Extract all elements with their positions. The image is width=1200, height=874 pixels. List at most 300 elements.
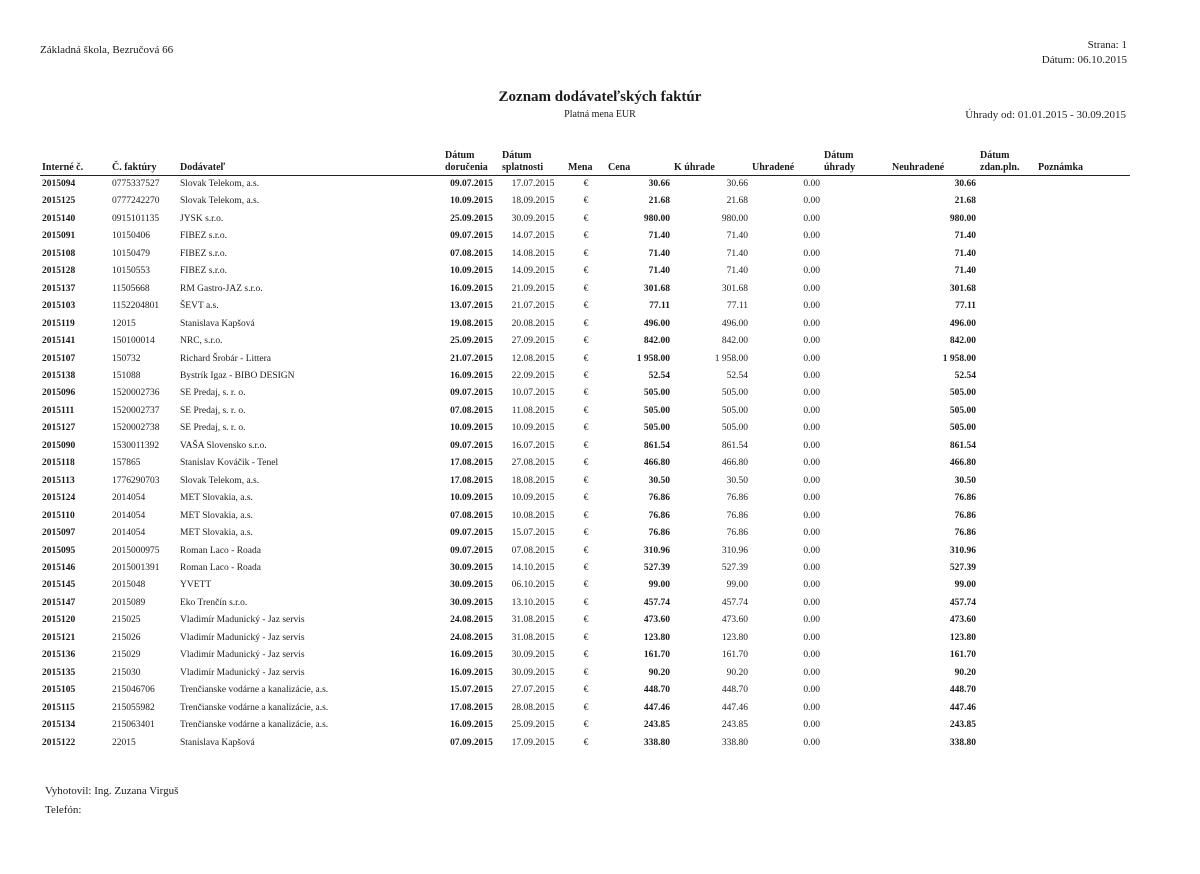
internal-number: 2015138 xyxy=(42,370,76,381)
price: 21.68 xyxy=(648,196,670,207)
note xyxy=(1036,228,1130,245)
delivery-date: 07.08.2015 xyxy=(450,405,493,416)
supplier-name: Slovak Telekom, a.s. xyxy=(180,475,260,486)
col-delivery-date-line2: doručenia xyxy=(445,162,488,173)
amount-unpaid: 447.46 xyxy=(949,702,976,713)
amount-unpaid: 99.00 xyxy=(954,580,976,591)
report-date: Dátum: 06.10.2015 xyxy=(1041,54,1127,66)
page-number: Strana: 1 xyxy=(1087,39,1127,51)
delivery-date: 30.09.2015 xyxy=(450,580,493,591)
internal-number: 2015107 xyxy=(42,353,76,364)
delivery-date: 19.08.2015 xyxy=(450,318,493,329)
due-date: 10.09.2015 xyxy=(511,423,555,434)
table-row xyxy=(40,351,1130,368)
amount-to-pay: 71.40 xyxy=(726,266,748,277)
amount-to-pay: 448.70 xyxy=(721,685,748,696)
note xyxy=(1036,211,1130,228)
tax-date xyxy=(978,735,1036,752)
currency: € xyxy=(583,336,589,347)
delivery-date: 24.08.2015 xyxy=(450,632,493,643)
note xyxy=(1036,665,1130,682)
amount-unpaid: 505.00 xyxy=(949,423,976,434)
internal-number: 2015096 xyxy=(42,388,76,399)
due-date: 17.07.2015 xyxy=(511,179,555,189)
amount-to-pay: 76.86 xyxy=(726,528,748,539)
amount-to-pay: 842.00 xyxy=(721,336,748,347)
currency: € xyxy=(583,597,589,608)
currency: € xyxy=(583,720,589,731)
currency: € xyxy=(583,231,589,242)
table-row xyxy=(40,508,1130,525)
col-to-pay: K úhrade xyxy=(672,150,750,176)
paid-date xyxy=(822,176,890,194)
table-row xyxy=(40,560,1130,577)
currency: € xyxy=(583,632,589,643)
invoice-number: 2015000975 xyxy=(112,545,160,556)
amount-to-pay: 457.74 xyxy=(721,597,748,608)
tax-date xyxy=(978,263,1036,280)
amount-paid: 0.00 xyxy=(803,423,820,434)
due-date: 11.08.2015 xyxy=(511,405,555,416)
paid-date xyxy=(822,508,890,525)
paid-date xyxy=(822,263,890,280)
delivery-date: 10.09.2015 xyxy=(450,423,493,434)
amount-paid: 0.00 xyxy=(803,388,820,399)
tax-date xyxy=(978,368,1036,385)
amount-paid: 0.00 xyxy=(803,231,820,242)
note xyxy=(1036,316,1130,333)
table-row xyxy=(40,455,1130,472)
amount-paid: 0.00 xyxy=(803,213,820,224)
tax-date xyxy=(978,525,1036,542)
supplier-name: Stanislava Kapšová xyxy=(180,737,255,748)
due-date: 06.10.2015 xyxy=(511,580,555,591)
internal-number: 2015135 xyxy=(42,667,76,678)
price: 30.66 xyxy=(648,179,670,189)
tax-date xyxy=(978,351,1036,368)
amount-to-pay: 447.46 xyxy=(721,702,748,713)
invoice-number: 215046706 xyxy=(112,685,155,696)
paid-date xyxy=(822,298,890,315)
currency: € xyxy=(583,528,589,539)
paid-date xyxy=(822,385,890,402)
internal-number: 2015125 xyxy=(42,196,76,207)
amount-to-pay: 71.40 xyxy=(726,231,748,242)
col-paid-date-line2: úhrady xyxy=(824,162,856,173)
amount-unpaid: 71.40 xyxy=(954,248,976,259)
table-row xyxy=(40,700,1130,717)
internal-number: 2015110 xyxy=(42,510,75,521)
internal-number: 2015120 xyxy=(42,615,76,626)
price: 76.86 xyxy=(648,510,670,521)
paid-date xyxy=(822,455,890,472)
currency: € xyxy=(583,580,589,591)
due-date: 31.08.2015 xyxy=(511,615,555,626)
tax-date xyxy=(978,176,1036,194)
internal-number: 2015145 xyxy=(42,580,76,591)
amount-unpaid: 301.68 xyxy=(949,283,976,294)
paid-date xyxy=(822,438,890,455)
delivery-date: 10.09.2015 xyxy=(450,493,493,504)
amount-unpaid: 473.60 xyxy=(949,615,976,626)
col-tax-date xyxy=(978,150,1036,176)
amount-paid: 0.00 xyxy=(803,301,820,312)
tax-date xyxy=(978,717,1036,734)
due-date: 28.08.2015 xyxy=(511,702,555,713)
currency: € xyxy=(583,423,589,434)
amount-unpaid: 310.96 xyxy=(949,545,976,556)
tax-date xyxy=(978,577,1036,594)
amount-paid: 0.00 xyxy=(803,650,820,661)
note xyxy=(1036,281,1130,298)
col-due-date xyxy=(500,150,566,176)
amount-paid: 0.00 xyxy=(803,493,820,504)
table-row xyxy=(40,176,1130,194)
tax-date xyxy=(978,647,1036,664)
delivery-date: 15.07.2015 xyxy=(450,685,493,696)
due-date: 14.08.2015 xyxy=(511,248,555,259)
price: 473.60 xyxy=(643,615,670,626)
supplier-name: Slovak Telekom, a.s. xyxy=(180,196,260,207)
paid-date xyxy=(822,717,890,734)
amount-to-pay: 71.40 xyxy=(726,248,748,259)
amount-paid: 0.00 xyxy=(803,702,820,713)
supplier-name: Roman Laco - Roada xyxy=(180,562,261,573)
supplier-name: Vladimír Madunický - Jaz servis xyxy=(180,650,305,661)
invoice-number: 150732 xyxy=(112,353,141,364)
amount-to-pay: 90.20 xyxy=(726,667,748,678)
amount-to-pay: 21.68 xyxy=(726,196,748,207)
page-info xyxy=(1042,38,1127,68)
amount-unpaid: 21.68 xyxy=(954,196,976,207)
tax-date xyxy=(978,490,1036,507)
invoice-number: 22015 xyxy=(112,737,136,748)
supplier-name: Eko Trenčín s.r.o. xyxy=(180,597,248,608)
supplier-name: Richard Šrobár - Littera xyxy=(180,353,272,364)
amount-paid: 0.00 xyxy=(803,580,820,591)
note xyxy=(1036,246,1130,263)
paid-date xyxy=(822,647,890,664)
paid-date xyxy=(822,612,890,629)
internal-number: 2015122 xyxy=(42,737,76,748)
price: 527.39 xyxy=(643,562,670,573)
invoice-number: 11505668 xyxy=(112,283,150,294)
amount-to-pay: 473.60 xyxy=(721,615,748,626)
amount-to-pay: 980.00 xyxy=(721,213,748,224)
internal-number: 2015137 xyxy=(42,283,76,294)
paid-date xyxy=(822,351,890,368)
amount-to-pay: 76.86 xyxy=(726,493,748,504)
invoice-number: 2015048 xyxy=(112,580,146,591)
delivery-date: 10.09.2015 xyxy=(450,266,493,277)
due-date: 12.08.2015 xyxy=(511,353,555,364)
paid-date xyxy=(822,368,890,385)
currency: € xyxy=(583,650,589,661)
due-date: 07.08.2015 xyxy=(511,545,555,556)
supplier-name: MET Slovakia, a.s. xyxy=(180,528,253,539)
tax-date xyxy=(978,665,1036,682)
amount-unpaid: 505.00 xyxy=(949,388,976,399)
delivery-date: 07.08.2015 xyxy=(450,248,493,259)
supplier-name: MET Slovakia, a.s. xyxy=(180,493,253,504)
internal-number: 2015147 xyxy=(42,597,76,608)
paid-date xyxy=(822,630,890,647)
price: 77.11 xyxy=(649,301,670,312)
col-tax-date-line2: zdan.pln. xyxy=(980,162,1020,173)
col-invoice: Č. faktúry xyxy=(110,150,178,176)
currency: € xyxy=(583,667,589,678)
invoice-number: 215026 xyxy=(112,632,141,643)
paid-date xyxy=(822,525,890,542)
supplier-name: FIBEZ s.r.o. xyxy=(180,231,227,242)
amount-paid: 0.00 xyxy=(803,667,820,678)
internal-number: 2015141 xyxy=(42,336,76,347)
invoice-number: 10150479 xyxy=(112,248,150,259)
price: 457.74 xyxy=(643,597,670,608)
supplier-name: FIBEZ s.r.o. xyxy=(180,266,227,277)
internal-number: 2015119 xyxy=(42,318,75,329)
note xyxy=(1036,298,1130,315)
internal-number: 2015136 xyxy=(42,650,76,661)
note xyxy=(1036,193,1130,210)
currency: € xyxy=(583,737,589,748)
delivery-date: 21.07.2015 xyxy=(450,353,493,364)
col-unpaid: Neuhradené xyxy=(890,150,978,176)
amount-unpaid: 71.40 xyxy=(954,266,976,277)
delivery-date: 25.09.2015 xyxy=(450,213,493,224)
price: 861.54 xyxy=(643,440,670,451)
amount-to-pay: 52.54 xyxy=(726,370,748,381)
internal-number: 2015090 xyxy=(42,440,76,451)
amount-paid: 0.00 xyxy=(803,370,820,381)
price: 842.00 xyxy=(643,336,670,347)
note xyxy=(1036,455,1130,472)
amount-unpaid: 466.80 xyxy=(949,458,976,469)
supplier-name: MET Slovakia, a.s. xyxy=(180,510,253,521)
invoice-number: 215055982 xyxy=(112,702,155,713)
currency: € xyxy=(583,283,589,294)
invoice-number: 150100014 xyxy=(112,336,155,347)
table-row xyxy=(40,595,1130,612)
col-paid-date xyxy=(822,150,890,176)
note xyxy=(1036,543,1130,560)
delivery-date: 09.07.2015 xyxy=(450,545,493,556)
amount-paid: 0.00 xyxy=(803,179,820,189)
delivery-date: 07.08.2015 xyxy=(450,510,493,521)
note xyxy=(1036,351,1130,368)
internal-number: 2015134 xyxy=(42,720,76,731)
paid-date xyxy=(822,246,890,263)
invoice-number: 215030 xyxy=(112,667,141,678)
amount-unpaid: 71.40 xyxy=(954,231,976,242)
col-note: Poznámka xyxy=(1036,150,1130,176)
amount-unpaid: 76.86 xyxy=(954,510,976,521)
table-header-row xyxy=(40,150,1130,176)
price: 30.50 xyxy=(648,475,670,486)
table-row xyxy=(40,281,1130,298)
invoice-number: 215025 xyxy=(112,615,141,626)
invoice-table xyxy=(40,150,1130,752)
amount-paid: 0.00 xyxy=(803,405,820,416)
currency: € xyxy=(583,248,589,259)
price: 338.80 xyxy=(643,737,670,748)
amount-to-pay: 310.96 xyxy=(721,545,748,556)
col-paid: Uhradené xyxy=(750,150,822,176)
tax-date xyxy=(978,281,1036,298)
amount-paid: 0.00 xyxy=(803,440,820,451)
paid-date xyxy=(822,735,890,752)
amount-unpaid: 496.00 xyxy=(949,318,976,329)
internal-number: 2015103 xyxy=(42,301,76,312)
table-row xyxy=(40,316,1130,333)
due-date: 17.09.2015 xyxy=(511,737,555,748)
amount-unpaid: 90.20 xyxy=(954,667,976,678)
table-row xyxy=(40,403,1130,420)
amount-paid: 0.00 xyxy=(803,562,820,573)
supplier-name: Vladimír Madunický - Jaz servis xyxy=(180,615,305,626)
currency: € xyxy=(583,301,589,312)
currency: € xyxy=(583,545,589,556)
note xyxy=(1036,612,1130,629)
table-row xyxy=(40,438,1130,455)
price: 466.80 xyxy=(643,458,670,469)
delivery-date: 09.07.2015 xyxy=(450,179,493,189)
paid-date xyxy=(822,560,890,577)
note xyxy=(1036,385,1130,402)
price: 505.00 xyxy=(643,423,670,434)
amount-paid: 0.00 xyxy=(803,615,820,626)
tax-date xyxy=(978,228,1036,245)
price: 980.00 xyxy=(643,213,670,224)
prepared-by: Vyhotovil: Ing. Zuzana Virguš xyxy=(45,785,179,797)
amount-to-pay: 505.00 xyxy=(721,423,748,434)
paid-date xyxy=(822,420,890,437)
tax-date xyxy=(978,700,1036,717)
amount-unpaid: 243.85 xyxy=(949,720,976,731)
internal-number: 2015094 xyxy=(42,179,76,189)
amount-to-pay: 505.00 xyxy=(721,388,748,399)
amount-paid: 0.00 xyxy=(803,266,820,277)
tax-date xyxy=(978,682,1036,699)
invoice-number: 151088 xyxy=(112,370,141,381)
internal-number: 2015146 xyxy=(42,562,76,573)
delivery-date: 09.07.2015 xyxy=(450,231,493,242)
delivery-date: 24.08.2015 xyxy=(450,615,493,626)
price: 71.40 xyxy=(648,266,670,277)
supplier-name: Trenčianske vodárne a kanalizácie, a.s. xyxy=(180,702,329,713)
amount-paid: 0.00 xyxy=(803,475,820,486)
amount-to-pay: 243.85 xyxy=(721,720,748,731)
currency: € xyxy=(583,318,589,329)
internal-number: 2015140 xyxy=(42,213,76,224)
price: 161.70 xyxy=(643,650,670,661)
invoice-number: 1520002736 xyxy=(112,388,160,399)
due-date: 13.10.2015 xyxy=(511,597,555,608)
tax-date xyxy=(978,246,1036,263)
internal-number: 2015091 xyxy=(42,231,76,242)
internal-number: 2015124 xyxy=(42,493,76,504)
delivery-date: 16.09.2015 xyxy=(450,370,493,381)
supplier-name: SE Predaj, s. r. o. xyxy=(180,423,246,434)
note xyxy=(1036,420,1130,437)
paid-date xyxy=(822,281,890,298)
internal-number: 2015113 xyxy=(42,475,75,486)
table-row xyxy=(40,665,1130,682)
note xyxy=(1036,333,1130,350)
price: 448.70 xyxy=(643,685,670,696)
table-row xyxy=(40,246,1130,263)
price: 71.40 xyxy=(648,248,670,259)
paid-date xyxy=(822,228,890,245)
table-row xyxy=(40,263,1130,280)
amount-paid: 0.00 xyxy=(803,528,820,539)
invoice-number: 1520002737 xyxy=(112,405,160,416)
note xyxy=(1036,647,1130,664)
delivery-date: 16.09.2015 xyxy=(450,720,493,731)
tax-date xyxy=(978,211,1036,228)
amount-to-pay: 76.86 xyxy=(726,510,748,521)
note xyxy=(1036,682,1130,699)
invoice-number: 2014054 xyxy=(112,510,146,521)
currency: € xyxy=(583,685,589,696)
table-row xyxy=(40,735,1130,752)
col-supplier: Dodávateľ xyxy=(178,150,443,176)
invoice-number: 1152204801 xyxy=(112,301,160,312)
currency: € xyxy=(583,370,589,381)
amount-paid: 0.00 xyxy=(803,685,820,696)
due-date: 27.08.2015 xyxy=(511,458,555,469)
amount-unpaid: 77.11 xyxy=(955,301,976,312)
invoice-number: 0775337527 xyxy=(112,179,160,189)
supplier-name: SE Predaj, s. r. o. xyxy=(180,405,246,416)
table-row xyxy=(40,647,1130,664)
invoice-number: 215063401 xyxy=(112,720,155,731)
tax-date xyxy=(978,438,1036,455)
amount-to-pay: 301.68 xyxy=(721,283,748,294)
invoice-number: 1530011392 xyxy=(112,440,160,451)
paid-date xyxy=(822,316,890,333)
note xyxy=(1036,368,1130,385)
delivery-date: 10.09.2015 xyxy=(450,196,493,207)
amount-unpaid: 161.70 xyxy=(949,650,976,661)
internal-number: 2015108 xyxy=(42,248,76,259)
currency: € xyxy=(583,440,589,451)
amount-unpaid: 861.54 xyxy=(949,440,976,451)
due-date: 10.09.2015 xyxy=(511,493,555,504)
note xyxy=(1036,176,1130,194)
amount-to-pay: 496.00 xyxy=(721,318,748,329)
table-row xyxy=(40,228,1130,245)
tax-date xyxy=(978,612,1036,629)
paid-date xyxy=(822,700,890,717)
delivery-date: 16.09.2015 xyxy=(450,667,493,678)
table-row xyxy=(40,490,1130,507)
col-price: Cena xyxy=(606,150,672,176)
amount-unpaid: 980.00 xyxy=(949,213,976,224)
report-title: Zoznam dodávateľských faktúr xyxy=(498,89,702,105)
amount-unpaid: 457.74 xyxy=(949,597,976,608)
note xyxy=(1036,508,1130,525)
due-date: 18.08.2015 xyxy=(511,475,555,486)
supplier-name: Vladimír Madunický - Jaz servis xyxy=(180,667,305,678)
amount-unpaid: 76.86 xyxy=(954,493,976,504)
due-date: 31.08.2015 xyxy=(511,632,555,643)
supplier-name: NRC, s.r.o. xyxy=(180,336,223,347)
amount-unpaid: 52.54 xyxy=(954,370,976,381)
tax-date xyxy=(978,560,1036,577)
tax-date xyxy=(978,473,1036,490)
tax-date xyxy=(978,420,1036,437)
